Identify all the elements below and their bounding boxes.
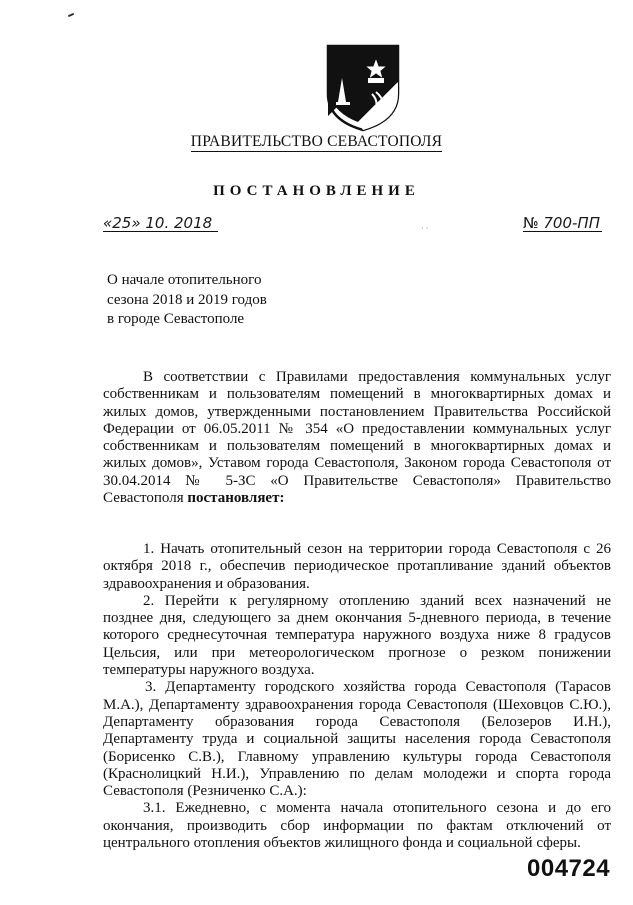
item-3-1: 3.1. Ежедневно, с момента начала отопительного сезона и до его окончания, производить сбор информации по фактам отключений от центрального отопления объектов жилищного фонда и социальной сферы. xyxy=(103,800,611,852)
subject-line: в городе Севастополе xyxy=(107,311,245,327)
item-2: 2. Перейти к регулярному отоплению зданий всех назначений не позднее дня, следующего за днем окончания 5-дневного периода, в течение которого среднесуточная температура наружного воздуха ниже 8 градусов Цельсия, или при метеорологическом прогнозе о резком понижении температуры наружного воздуха. xyxy=(103,592,611,679)
coat-of-arms-emblem xyxy=(324,42,402,132)
document-type-title: ПОСТАНОВЛЕНИЕ xyxy=(213,183,420,199)
government-title: ПРАВИТЕЛЬСТВО СЕВАСТОПОЛЯ xyxy=(190,133,443,150)
serial-number: 004724 xyxy=(527,855,611,882)
scan-mark xyxy=(68,13,74,17)
document-subject xyxy=(107,271,267,330)
item-1: 1. Начать отопительный сезон на территории города Севастополя с 26 октября 2018 г., обеспечив периодическое протапливание зданий объектов здравоохранения и образования. xyxy=(103,541,611,592)
document-date: «25» 10. 2018 xyxy=(103,214,218,232)
subject-line: сезона 2018 и 2019 годов xyxy=(107,291,267,308)
resolution-items xyxy=(103,541,611,852)
item-3: 3. Департаменту городского хозяйства города Севастополя (Тарасов М.А.), Департаменту здравоохранения города Севастополя (Шеховцов С.Ю.), Департаменту образования города Севастополя (Белозеров И.Н.), Департаменту труда и социальной защиты населения города Севастополя (Борисенко С.В.), Главному управлению культуры города Севастополя (Краснолицкий Н.И.), Управлению по делам молодежи и спорта города Севастополя (Резниченко С.А.): xyxy=(103,679,611,800)
subject-line: О начале отопительного xyxy=(107,272,262,288)
scan-dots: · · xyxy=(421,224,429,233)
preamble-paragraph: В соответствии с Правилами предоставления коммунальных услуг собственникам и пользователям помещений в многоквартирных домах и жилых домов, утвержденными постановлением Правительства Российской Федерации от 06.05.2011 № 354 «О предоставлении коммунальных услуг собственникам и пользователям помещений в многоквартирных домах и жилых домов», Уставом города Севастополя, Законом города Севастополя от 30.04.2014 № 5-ЗС «О Правительстве Севастополя» Правительство Севастополя постановляет: xyxy=(103,369,611,507)
document-number: № 700-ПП xyxy=(523,214,600,232)
